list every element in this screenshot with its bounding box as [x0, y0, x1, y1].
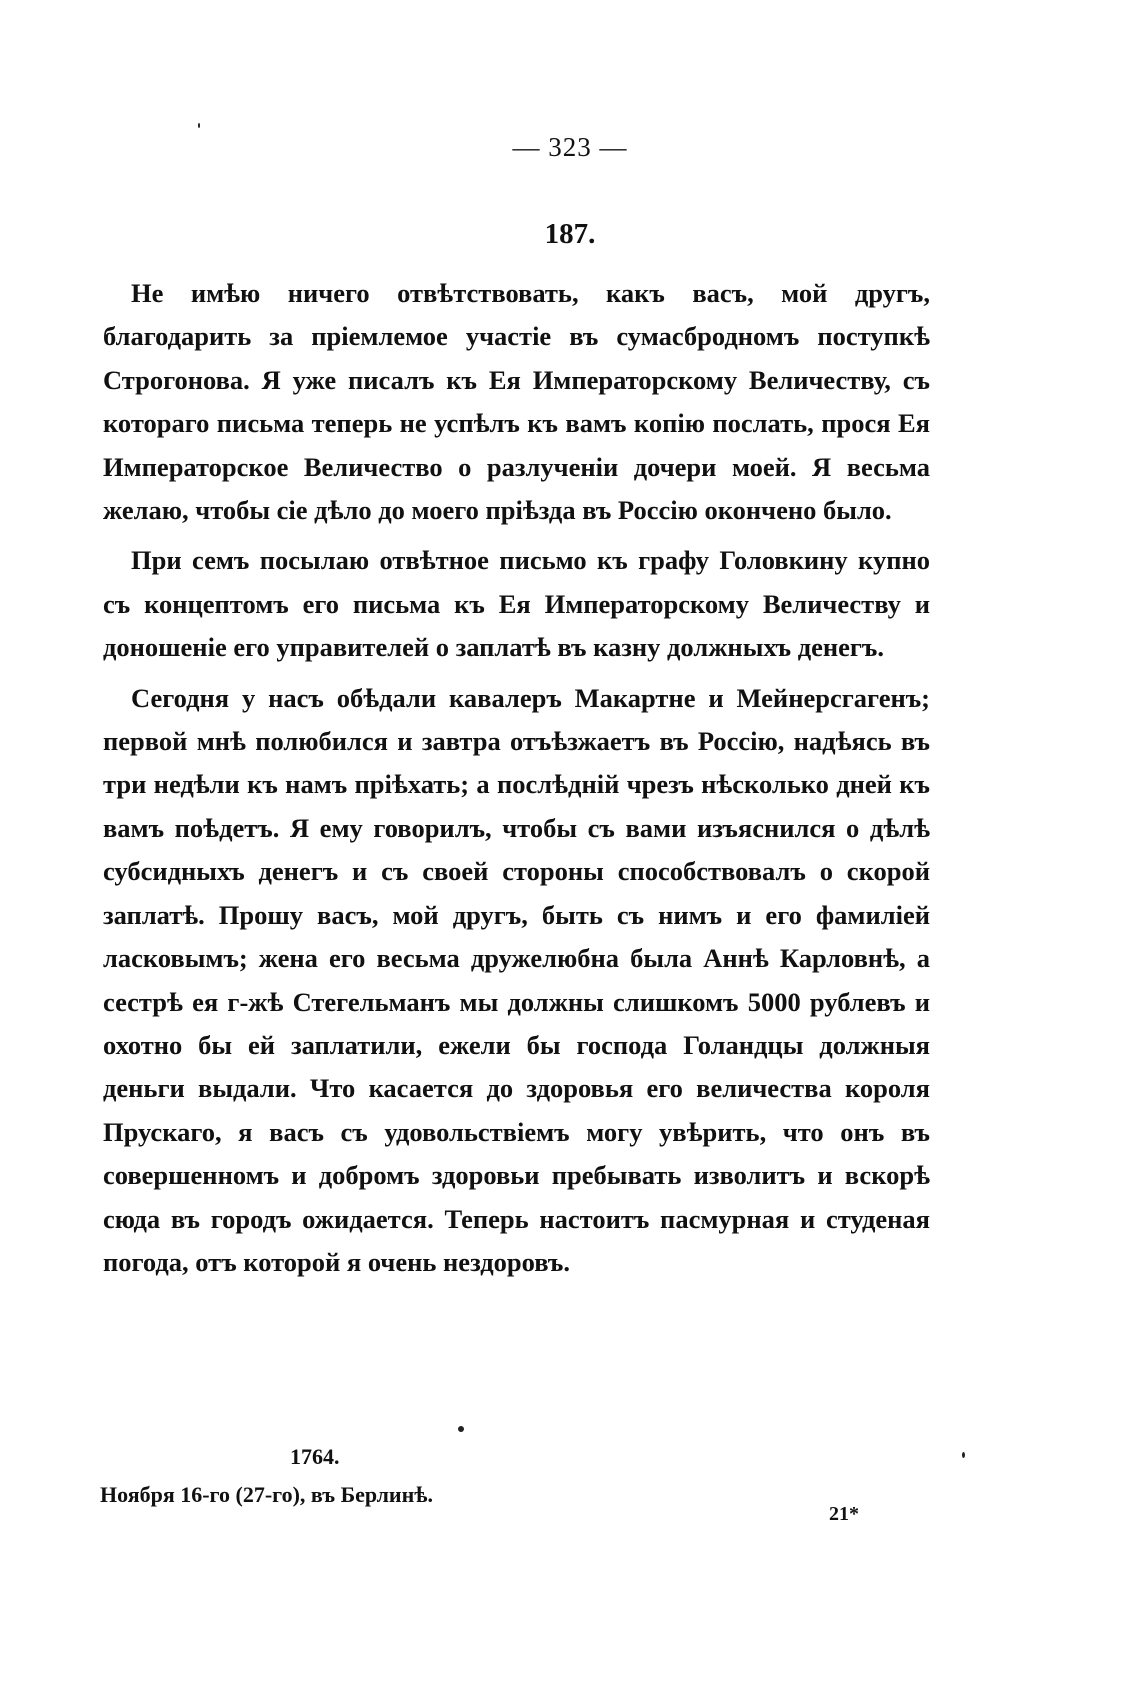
- letter-body: [103, 272, 930, 1291]
- signature-mark: 21*: [829, 1503, 859, 1525]
- letter-number: 187.: [544, 218, 596, 250]
- paragraph-1: Не имѣю ничего отвѣтствовать, какъ васъ, мой другъ, благодарить за пріемлемое участіе въ сумасбродномъ поступкѣ Строгонова. Я уже писалъ къ Ея Императорскому Величеству, съ котораго письма теперь не успѣлъ къ вамъ копію послать, прося Ея Императорское Величество о разлученіи дочери моей. Я весьма желаю, чтобы сіе дѣло до моего пріѣзда въ Россію окончено было.: [103, 278, 930, 526]
- print-speck: [198, 123, 200, 128]
- letter-year: 1764.: [290, 1444, 340, 1469]
- print-speck: [458, 1426, 464, 1432]
- letter-date-place: Ноября 16-го (27-го), въ Берлинѣ.: [100, 1482, 433, 1507]
- print-speck: [962, 1452, 965, 1458]
- paragraph-2: При семъ посылаю отвѣтное письмо къ графу Головкину купно съ концептомъ его письма къ Ея Императорскому Величеству и доношеніе его управителей о заплатѣ въ казну должныхъ денегъ.: [103, 545, 930, 663]
- paragraph-3: Сегодня у насъ обѣдали кавалеръ Макартне и Мейнерсгагенъ; первой мнѣ полюбился и завтра отъѣзжаетъ въ Россію, надѣясь въ три недѣли къ намъ пріѣхать; а послѣдній чрезъ нѣсколько дней къ вамъ поѣдетъ. Я ему говорилъ, чтобы съ вами изъяснился о дѣлѣ субсидныхъ денегъ и съ своей стороны способствовалъ о скорой заплатѣ. Прошу васъ, мой другъ, быть съ нимъ и его фамиліей ласковымъ; жена его весьма дружелюбна была Аннѣ Карловнѣ, а сестрѣ ея г-жѣ Стегельманъ мы должны слишкомъ 5000 рублевъ и охотно бы ей заплатили, ежели бы господа Голандцы должныя деньги выдали. Что касается до здоровья его величества короля Прускаго, я васъ съ удовольствіемъ могу увѣрить, что онъ въ совершенномъ и добромъ здоровьи пребывать изволитъ и вскорѣ сюда въ городъ ожидается. Теперь настоитъ пасмурная и студеная погода, отъ которой я очень нездоровъ.: [103, 682, 930, 1277]
- page-number: — 323 —: [512, 132, 628, 162]
